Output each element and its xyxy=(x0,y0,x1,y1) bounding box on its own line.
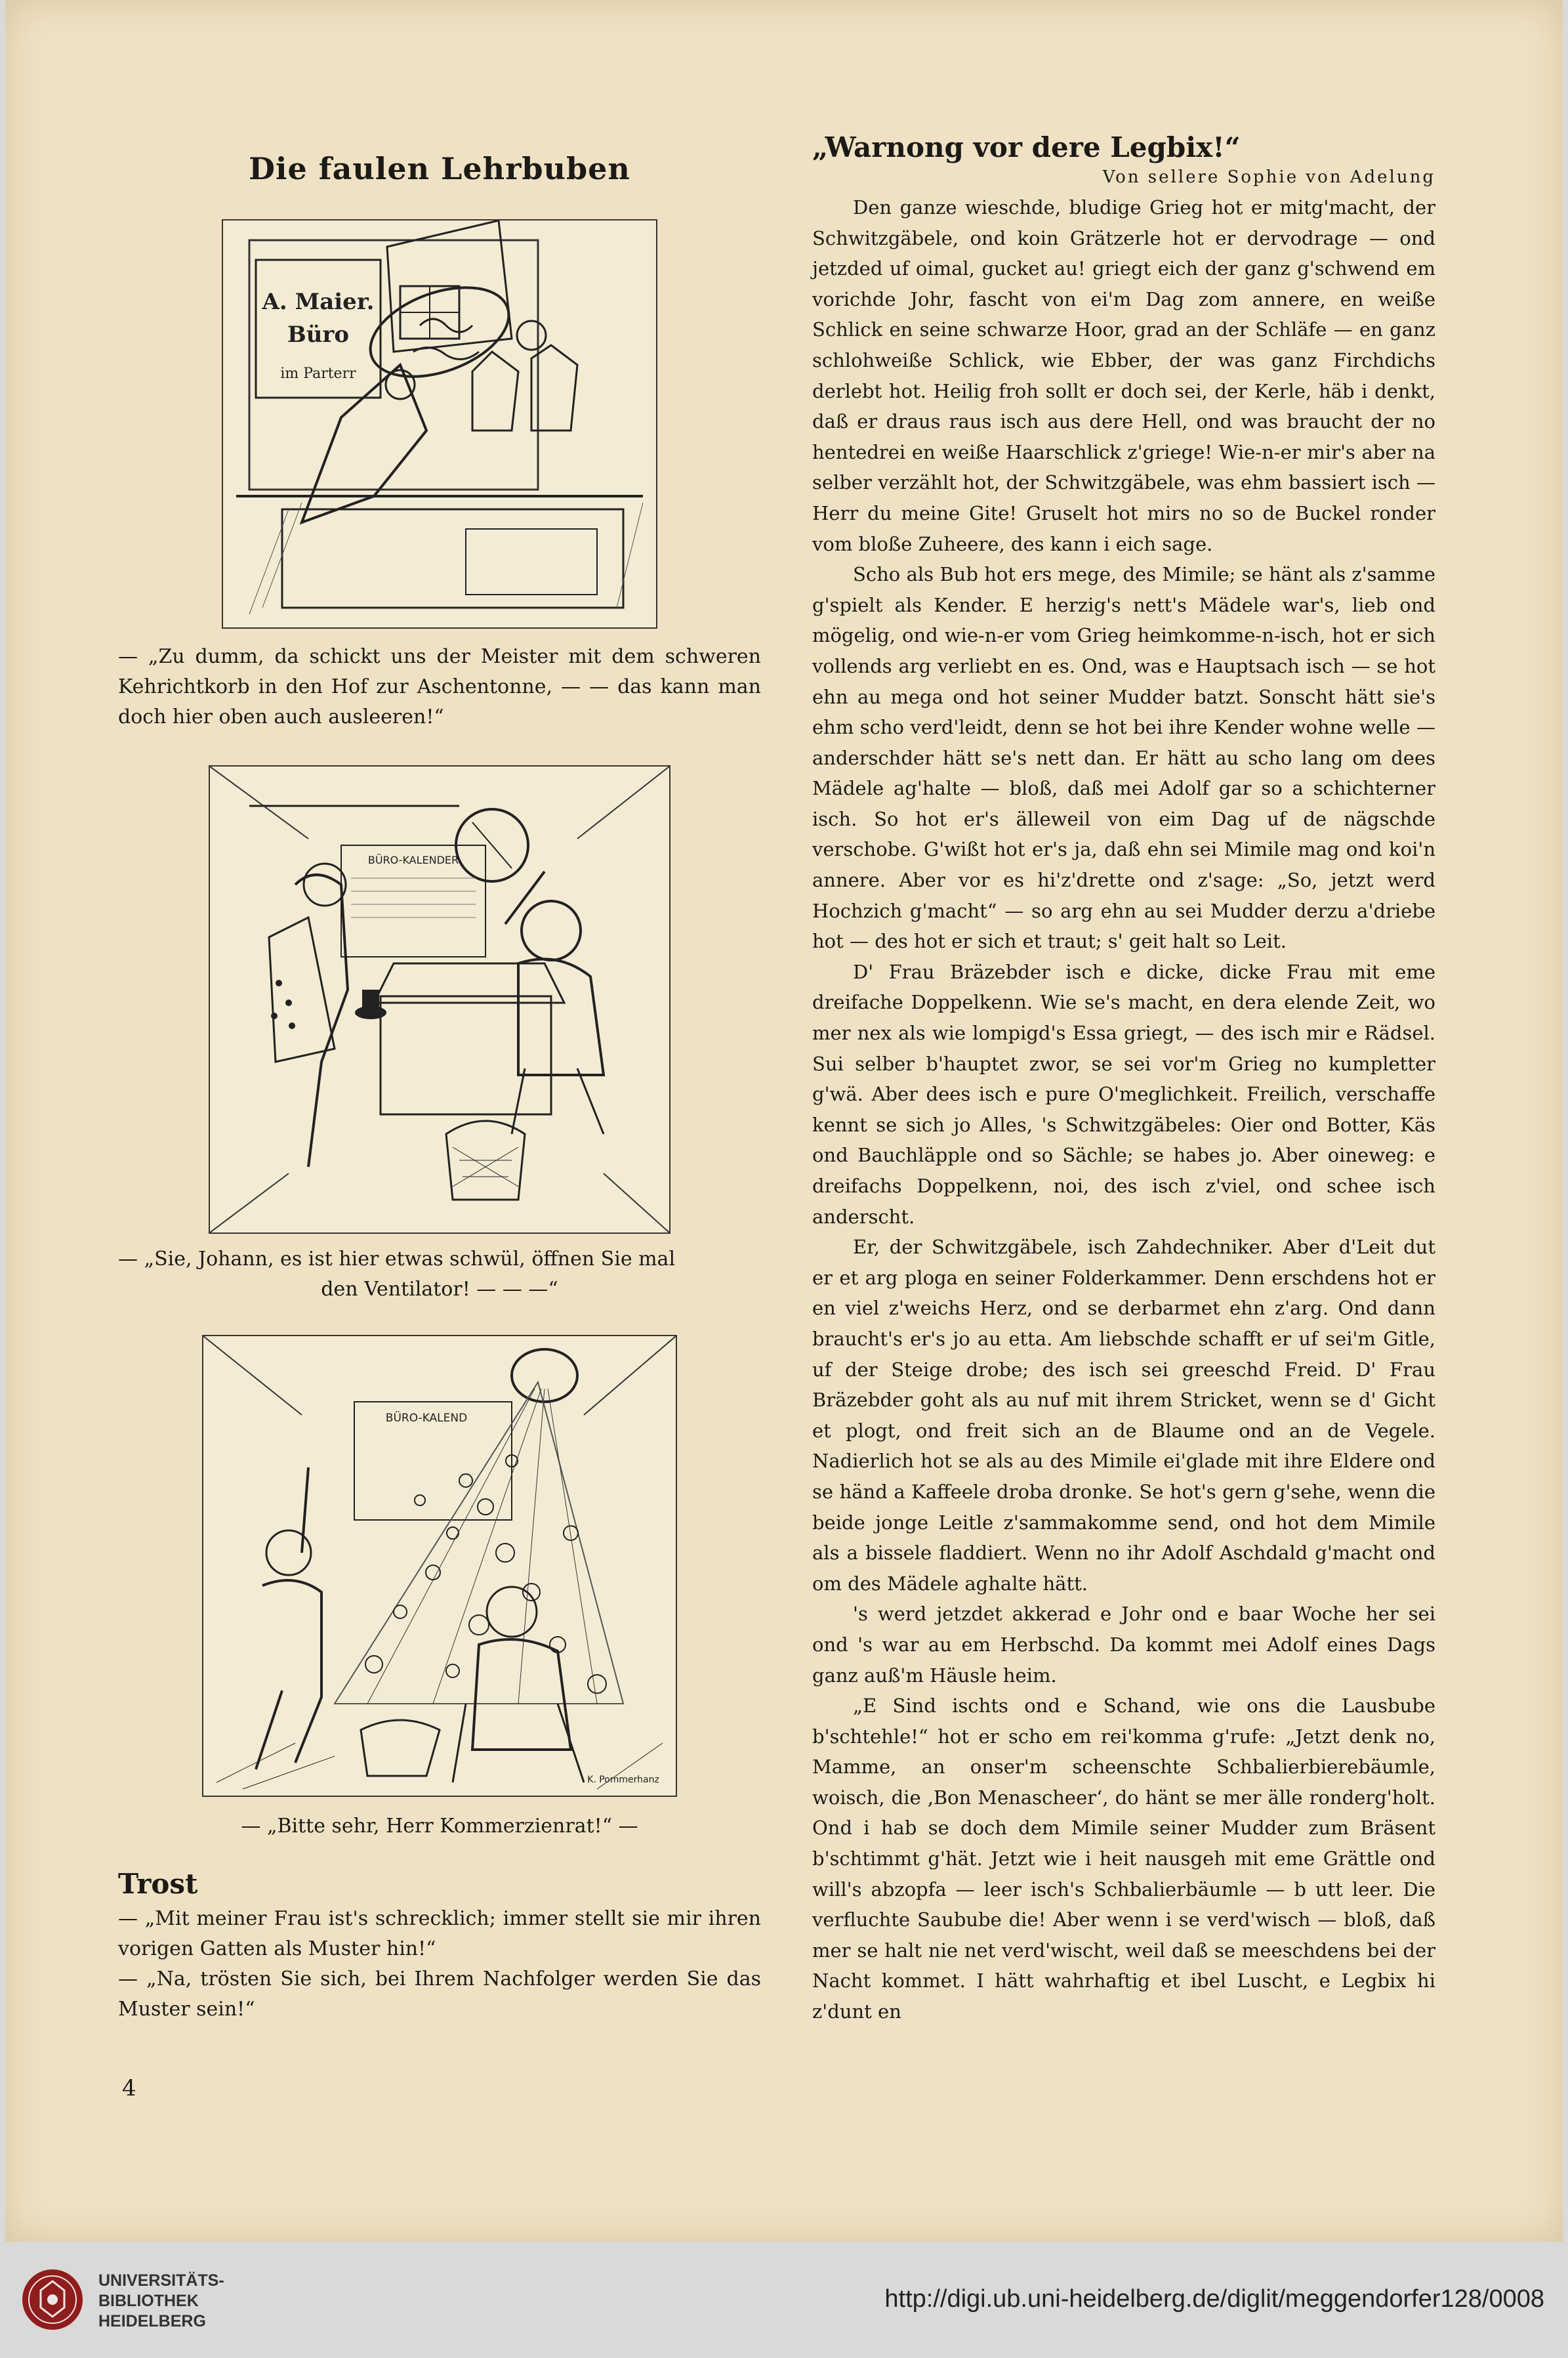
story-paragraph: 's werd jetzdet akkerad e Johr ond e baar Woche her sei ond 's war au em Herbschd. Da kommt mei Adolf eines Dags ganz auß'm Häusle heim. xyxy=(812,1603,1435,1687)
cartoon-title: Die faulen Lehrbuben xyxy=(249,151,630,186)
illustration-flood xyxy=(202,1335,677,1797)
trost-line-2: — „Na, trösten Sie sich, bei Ihrem Nachfolger werden Sie das Muster sein!“ xyxy=(118,1968,761,2021)
wastebasket-drawing xyxy=(223,221,656,627)
sign-line-2: Büro xyxy=(287,322,350,348)
calendar-label-2: BÜRO-KALEND xyxy=(385,1412,468,1425)
library-name xyxy=(98,2271,224,2332)
story-title: „Warnong vor dere Legbix!“ xyxy=(812,131,1241,163)
story-paragraph: Er, der Schwitzgäbele, isch Zahdechniker. Aber d'Leit dut er et arg ploga en seiner Folderkammer. Denn erschdens hot er en viel z'weichs Herz, ond se derbarmet ehn z'arg. Ond dann braucht's er's jo au etta. Am liebschde schafft er uf sei'm Gitle, uf der Steige drobe; des isch sei greeschd Freid. D' Frau Bräzebder goht als au nuf mit ihrem Stricket, wenn se d' Gicht et plogt, ond freit sich an de Blaume ond an de Vegele. Nadierlich hot se als au des Mimile ei'glade mit ihre Eldere ond se händ a Kaffeele droba dronke. Se hot's gern g'sehe, wenn die beide jonge Leitle z'sammakomme send, ond hot dem Mimile als a bissele fladdiert. Wenn no ihr Adolf Aschdald g'macht ond om des Mädele aghalte hätt. xyxy=(812,1236,1435,1595)
library-footer xyxy=(0,2242,1568,2358)
illustration-wastebasket xyxy=(222,219,657,629)
sign-line-3: im Parterr xyxy=(280,366,356,382)
caption-3: — „Bitte sehr, Herr Kommerzienrat!“ — xyxy=(241,1815,638,1838)
library-name-line-3: HEIDELBERG xyxy=(98,2312,206,2330)
library-name-line-2: BIBLIOTHEK xyxy=(98,2292,199,2310)
story-paragraph: D' Frau Bräzebder isch e dicke, dicke Frau mit eme dreifache Doppelkenn. Wie se's macht, en dera elende Zeit, wo mer nex als wie lompigd's Essa griegt, — des isch mir e Rädsel. Sui selber b'hauptet zwor, se sei vor'm Grieg no kumpletter g'wä. Aber dees isch e pure O'meglichkeit. Freilich, verschaffe kennt se sich jo Alles, 's Schwitzgäbeles: Oier ond Botter, Käs ond Bauchläpple ond so Sächle; se habes jo. Aber oineweg: e dreifachs Doppelkenn, noi, des isch z'viel, ond schee isch anderscht. xyxy=(812,960,1435,1228)
ventilator-drawing xyxy=(210,767,669,1232)
artist-signature: K. Pommerhanz xyxy=(587,1775,659,1785)
trost-line-1: — „Mit meiner Frau ist's schrecklich; immer stellt sie mir ihren vorigen Gatten als Muster hin!“ xyxy=(118,1907,761,1960)
flood-drawing xyxy=(203,1336,676,1796)
caption-2-line-2: den Ventilator! — — —“ xyxy=(321,1278,558,1301)
magazine-page xyxy=(5,0,1563,2242)
caption-1: — „Zu dumm, da schickt uns der Meister mit dem schweren Kehrichtkorb in den Hof zur Aschentonne, — — das kann man doch hier oben auch ausleeren!“ xyxy=(118,645,761,728)
story-byline: Von sellere Sophie von Adelung xyxy=(1102,167,1435,187)
university-seal-icon xyxy=(20,2267,85,2332)
story-paragraph: Den ganze wieschde, bludige Grieg hot er mitg'macht, der Schwitzgäbele, ond koin Grätzerle hot er dervodrage — ond jetzded uf oimal, gucket au! griegt eich der ganz g'schwend em vorichde Johr, fascht von ei'm Dag zom annere, en weiße Schlick en seine schwarze Hoor, grad an der Schläfe — en ganz schlohweiße Schlick, wie Ebber, der was ganz Firchdichs derlebt hot. Heilig froh sollt er doch sei, der Kerle, häb i denkt, daß er draus raus isch aus dere Hell, ond was braucht der no hentedrei en weiße Haarschlick z'griege! Wie-n-er mir's aber na selber verzählt hot, der Schwitzgäbele, was ehm bassiert isch — Herr du meine Gite! Gruselt hot mirs no so de Buckel ronder vom bloße Zuheere, des kann i eich sage. xyxy=(812,196,1435,555)
library-name-line-1: UNIVERSITÄTS- xyxy=(98,2271,224,2290)
calendar-label: BÜRO-KALENDER xyxy=(367,854,459,866)
trost-title: Trost xyxy=(118,1868,198,1900)
source-url-link[interactable]: http://digi.ub.uni-heidelberg.de/diglit/meggendorfer128/0008 xyxy=(884,2285,1544,2313)
illustration-ventilator xyxy=(209,765,671,1234)
caption-2-line-1: — „Sie, Johann, es ist hier etwas schwül, öffnen Sie mal xyxy=(118,1248,676,1271)
sign-line-1: A. Maier. xyxy=(262,289,375,315)
page-number: 4 xyxy=(122,2075,136,2101)
right-column xyxy=(812,131,1435,2027)
story-paragraph: Scho als Bub hot ers mege, des Mimile; se hänt als z'samme g'spielt als Kender. E herzig's nett's Mädele war's, lieb ond mögelig, ond wie-n-er vom Grieg heimkomme-n-isch, hot er sich vollends arg verliebt en es. Ond, was e Hauptsach isch — se hot ehn au mega ond hot seiner Mudder batzt. Sonscht hätt sie's ehm scho verd'leidt, denn se hot bei ihre Kender wohne welle — anderschder hätt se's nett dan. Er hätt au scho lang om dees Mädele ag'halte — bloß, daß mei Adolf gar so a schichterner isch. So hot er's älleweil von eim Dag uf de nägschde verschobe. G'wißt hot er's ja, daß ehn sei Mimile mag ond koi'n annere. Aber vor es hi'z'drette ond z'sage: „So, jetzt werd Hochzich g'macht“ — so arg ehn au sei Mudder derzu a'driebe hot — des hot er sich et traut; s' geit halt so Leit. xyxy=(812,563,1435,953)
story-paragraph: „E Sind ischts ond e Schand, wie ons die Lausbube b'schtehle!“ hot er scho em rei'komma g'rufe: „Jetzt denk no, Mamme, an onser'm scheenschte Schbalierbierebäumle, woisch, die ‚Bon Menascheer‘, do hänt se mer älle ronderg'holt. Ond i hab se doch dem Mimile seiner Mudder zum Bräsent b'schtimmt g'hät. Jetzt wie i heit nausgeh mit eme Grättle ond will's abzopfa — leer isch's Schbalierbäumle — b utt leer. Die verfluchte Saubube die! Aber wenn i se verd'wisch — bloß, daß mer se halt nie net verd'wischt, weil daß se meeschdens bei der Nacht kommet. I hätt wahrhaftig et ibel Luscht, e Legbix hi z'dunt en xyxy=(812,1695,1435,2023)
left-column xyxy=(118,151,761,2025)
